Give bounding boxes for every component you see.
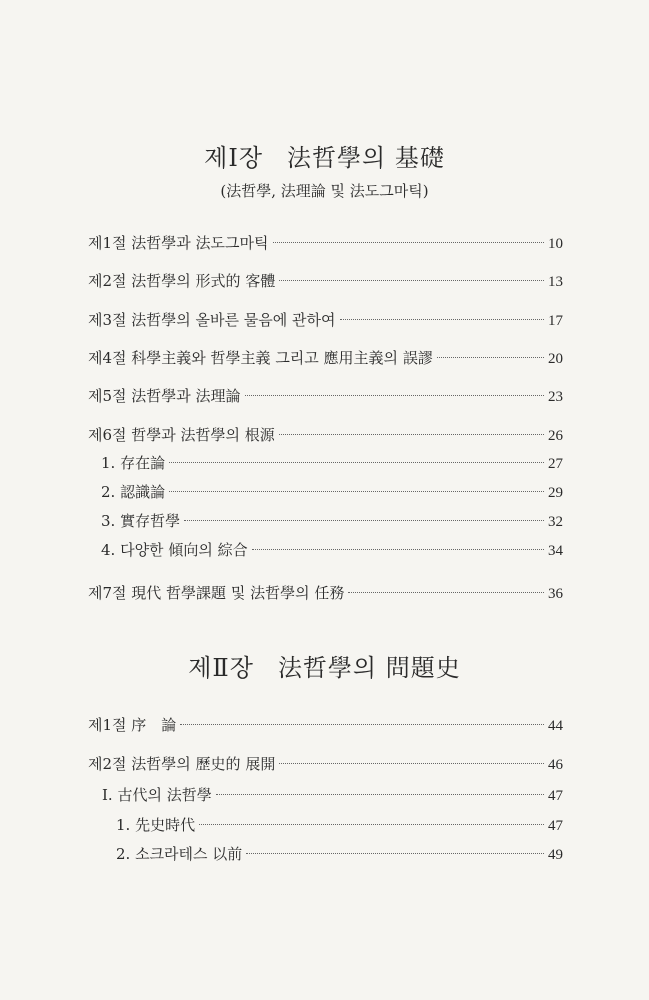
toc-entry-page: 46 (548, 757, 563, 773)
leader-dots (199, 824, 544, 825)
toc-entry[interactable] (88, 714, 563, 736)
toc-subentry[interactable] (101, 481, 563, 503)
leader-dots (348, 592, 544, 593)
toc-entry-label: 제5절 法哲學과 法理論 (88, 387, 241, 405)
toc-entry-label: 2. 認識論 (101, 483, 166, 501)
toc-entry[interactable] (88, 424, 563, 446)
toc-subentry[interactable] (102, 784, 563, 806)
toc-entry[interactable] (88, 385, 563, 407)
toc-subentry[interactable] (101, 539, 563, 561)
toc-entry-page: 47 (548, 818, 563, 834)
toc-subentry[interactable] (116, 843, 563, 865)
leader-dots (437, 357, 544, 358)
toc-entry-label: 2. 소크라테스 以前 (116, 845, 243, 863)
toc-entry-page: 47 (548, 788, 563, 804)
toc-entry-label: Ⅰ. 古代의 法哲學 (102, 786, 212, 804)
toc-entry[interactable] (88, 582, 563, 604)
toc-entry-page: 10 (548, 236, 563, 252)
toc-entry[interactable] (88, 232, 563, 254)
leader-dots (180, 724, 544, 725)
chapter1-number: 제Ⅰ장 (204, 144, 264, 172)
leader-dots (169, 491, 544, 492)
toc-entry-label: 제1절 序 論 (88, 716, 177, 734)
toc-entry-label: 제7절 現代 哲學課題 및 法哲學의 任務 (88, 584, 345, 602)
toc-entry-page: 34 (548, 543, 563, 559)
toc-subentry[interactable] (116, 814, 563, 836)
toc-entry[interactable] (88, 753, 563, 775)
chapter2-title: 法哲學의 問題史 (277, 654, 461, 682)
toc-entry[interactable] (88, 270, 563, 292)
toc-entry-page: 44 (548, 718, 563, 734)
leader-dots (273, 242, 544, 243)
toc-entry-label: 1. 存在論 (101, 454, 166, 472)
chapter1-heading (0, 138, 649, 173)
toc-entry-label: 제4절 科學主義와 哲學主義 그리고 應用主義의 誤謬 (88, 349, 433, 367)
toc-entry[interactable] (88, 309, 563, 331)
toc-entry-label: 제1절 法哲學과 法도그마틱 (88, 234, 269, 252)
toc-entry-page: 32 (548, 514, 563, 530)
leader-dots (279, 280, 544, 281)
toc-entry-page: 29 (548, 485, 563, 501)
leader-dots (279, 763, 544, 764)
toc-entry-page: 49 (548, 847, 563, 863)
toc-subentry[interactable] (101, 452, 563, 474)
toc-entry-label: 4. 다양한 傾向의 綜合 (101, 541, 248, 559)
chapter2-number: 제Ⅱ장 (188, 654, 254, 682)
toc-entry-label: 제2절 法哲學의 形式的 客體 (88, 272, 276, 290)
toc-entry-page: 23 (548, 389, 563, 405)
toc-entry-label: 1. 先史時代 (116, 816, 196, 834)
toc-entry-page: 27 (548, 456, 563, 472)
leader-dots (279, 434, 544, 435)
toc-entry-page: 36 (548, 586, 563, 602)
leader-dots (216, 794, 544, 795)
toc-subentry[interactable] (101, 510, 563, 532)
toc-entry-page: 13 (548, 274, 563, 290)
leader-dots (184, 520, 544, 521)
leader-dots (246, 853, 544, 854)
toc-entry-label: 3. 實存哲學 (101, 512, 181, 530)
chapter1-title: 法哲學의 基礎 (287, 144, 445, 172)
toc-entry[interactable] (88, 347, 563, 369)
toc-entry-page: 20 (548, 351, 563, 367)
toc-entry-page: 26 (548, 428, 563, 444)
toc-entry-label: 제6절 哲學과 法哲學의 根源 (88, 426, 275, 444)
toc-entry-label: 제2절 法哲學의 歷史的 展開 (88, 755, 276, 773)
leader-dots (245, 395, 544, 396)
chapter2-heading (0, 648, 649, 683)
leader-dots (169, 462, 544, 463)
leader-dots (340, 319, 545, 320)
toc-entry-label: 제3절 法哲學의 올바른 물음에 관하여 (88, 311, 336, 329)
chapter1-subtitle: (法哲學, 法理論 및 法도그마틱) (220, 182, 429, 200)
leader-dots (252, 549, 544, 550)
toc-entry-page: 17 (548, 313, 563, 329)
